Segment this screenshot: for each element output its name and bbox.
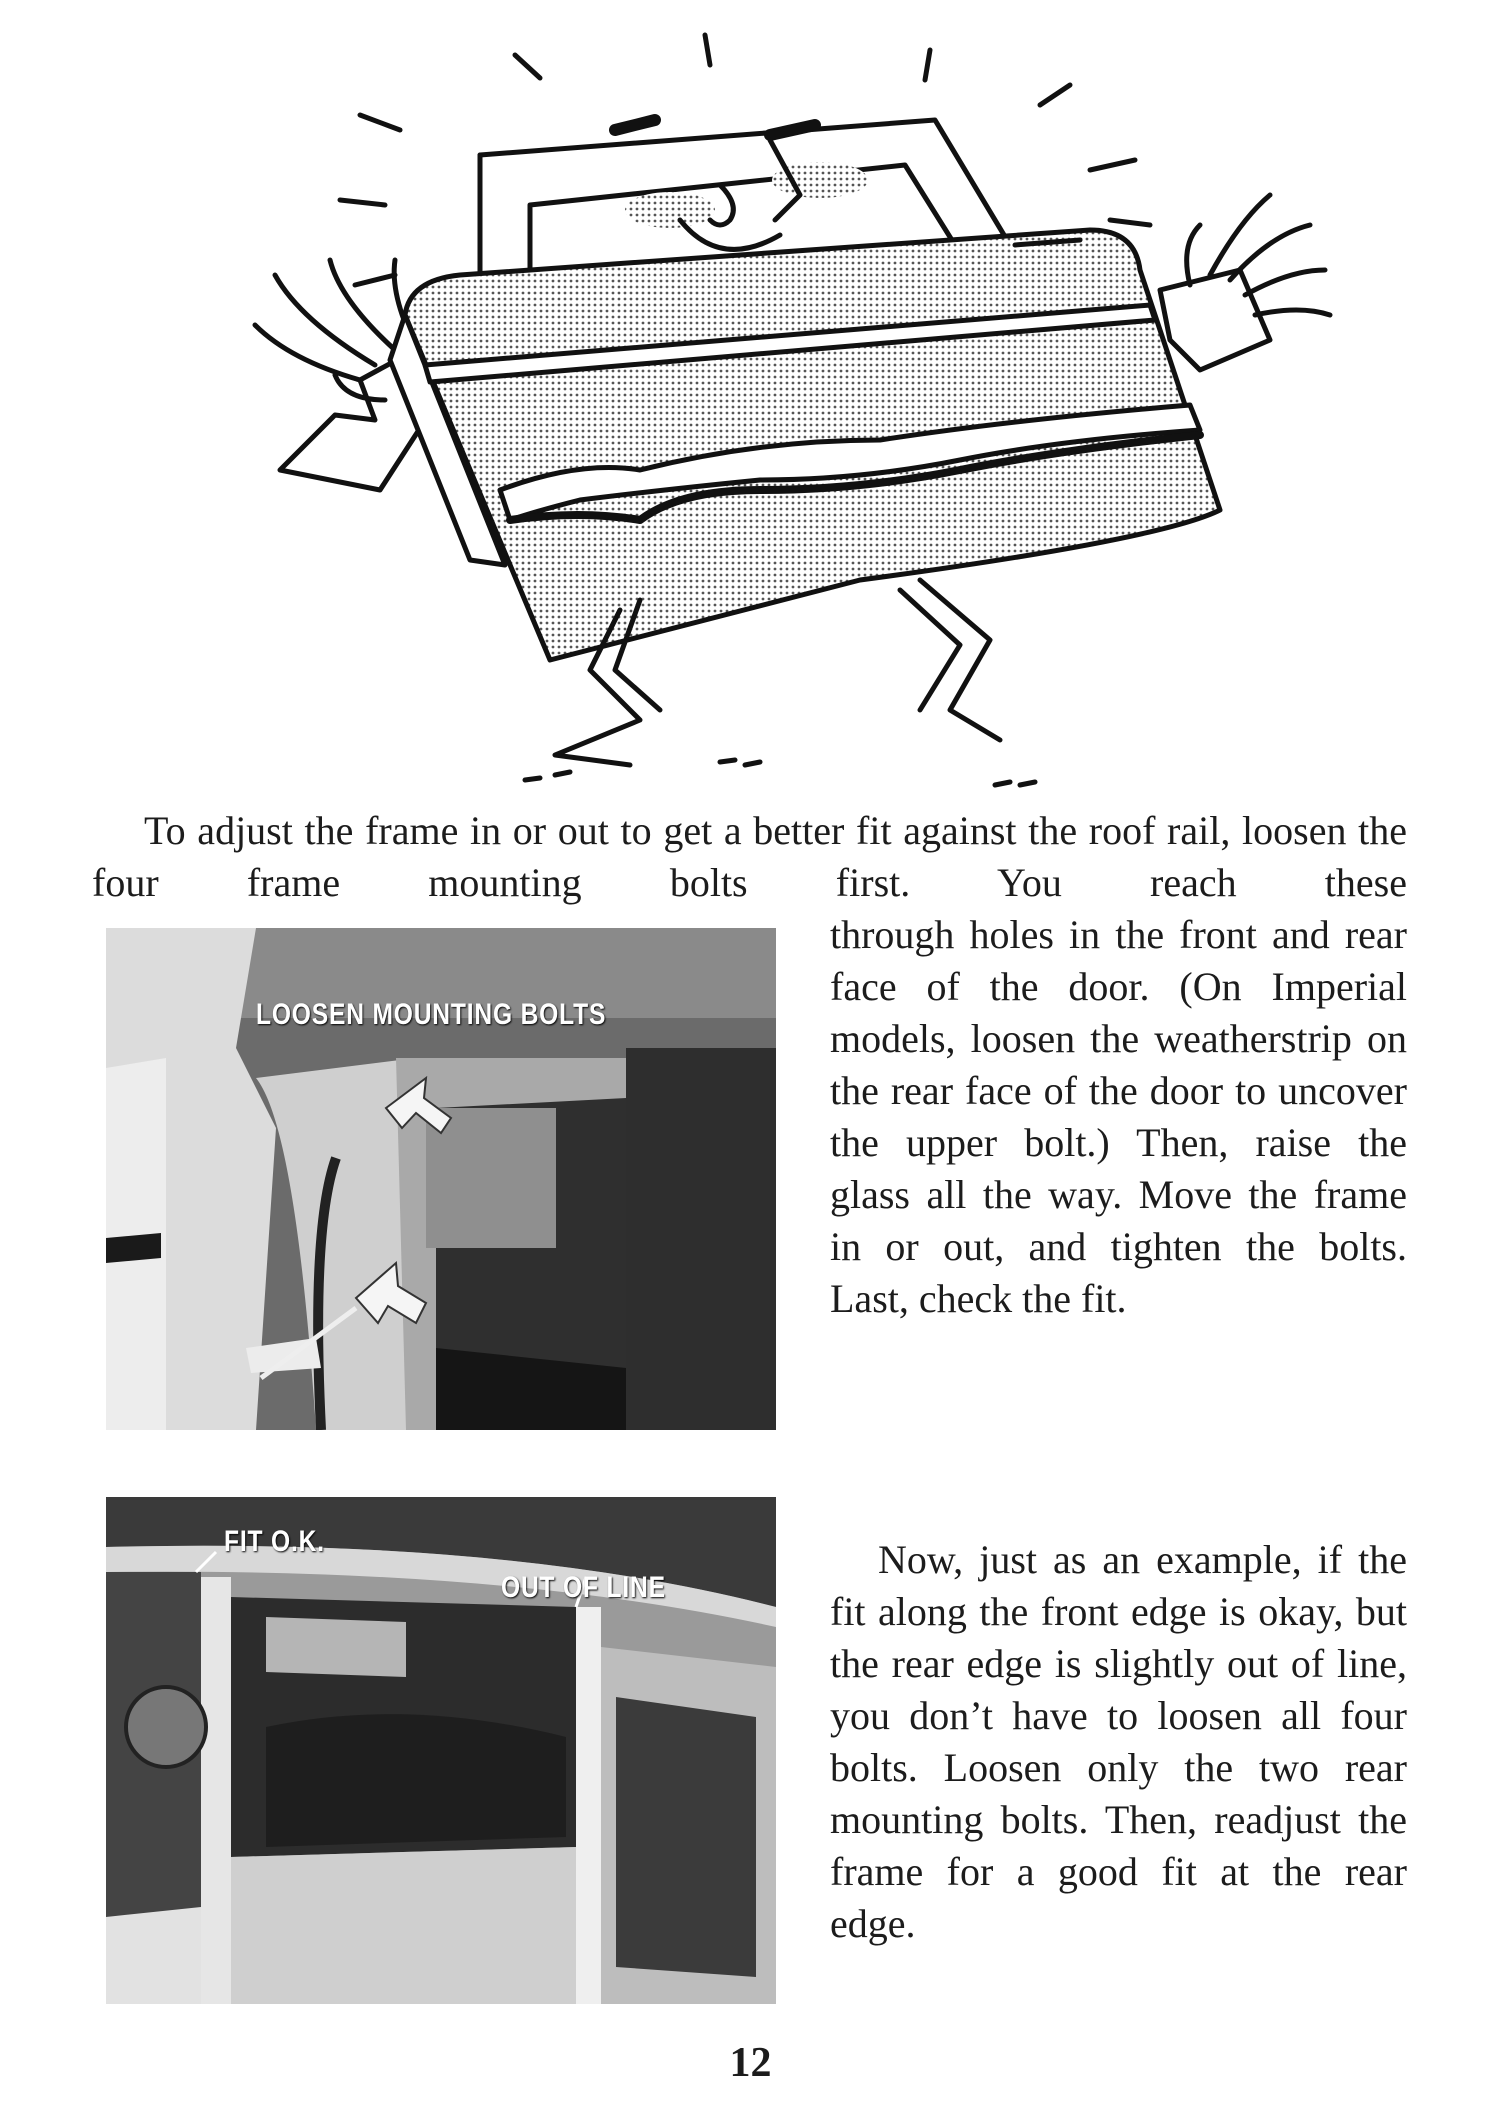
example-paragraph: Now, just as an example, if the fit along the front edge is okay, but the rear edge is slightly out of line, you don’t have to loosen all four bolts. Loosen only the two rear mounting bolts. Then, readjust the frame for a good fit at the rear edge. [830, 1537, 1407, 1946]
door-fit-photo [106, 1497, 776, 2004]
loosen-bolts-photo [106, 928, 776, 1430]
bolt-access-paragraph: through holes in the front and rear face of the door. (On Imperial models, loosen the weatherstrip on the rear face of the door to uncover the upper bolt.) Then, raise the glass all the way. Move the frame in or out, and tighten the bolts. Last, check the fit. [830, 912, 1407, 1321]
loosen-mounting-bolts-callout: LOOSEN MOUNTING BOLTS [256, 998, 607, 1031]
cartoon-door-illustration [160, 20, 1380, 810]
intro-paragraph: To adjust the frame in or out to get a better fit against the roof rail, loosen the four frame mounting bolts first. You reach these [92, 808, 1407, 905]
fit-ok-callout: FIT O.K. [224, 1525, 325, 1558]
page-number: 12 [729, 2040, 772, 2086]
out-of-line-callout: OUT OF LINE [501, 1571, 666, 1604]
